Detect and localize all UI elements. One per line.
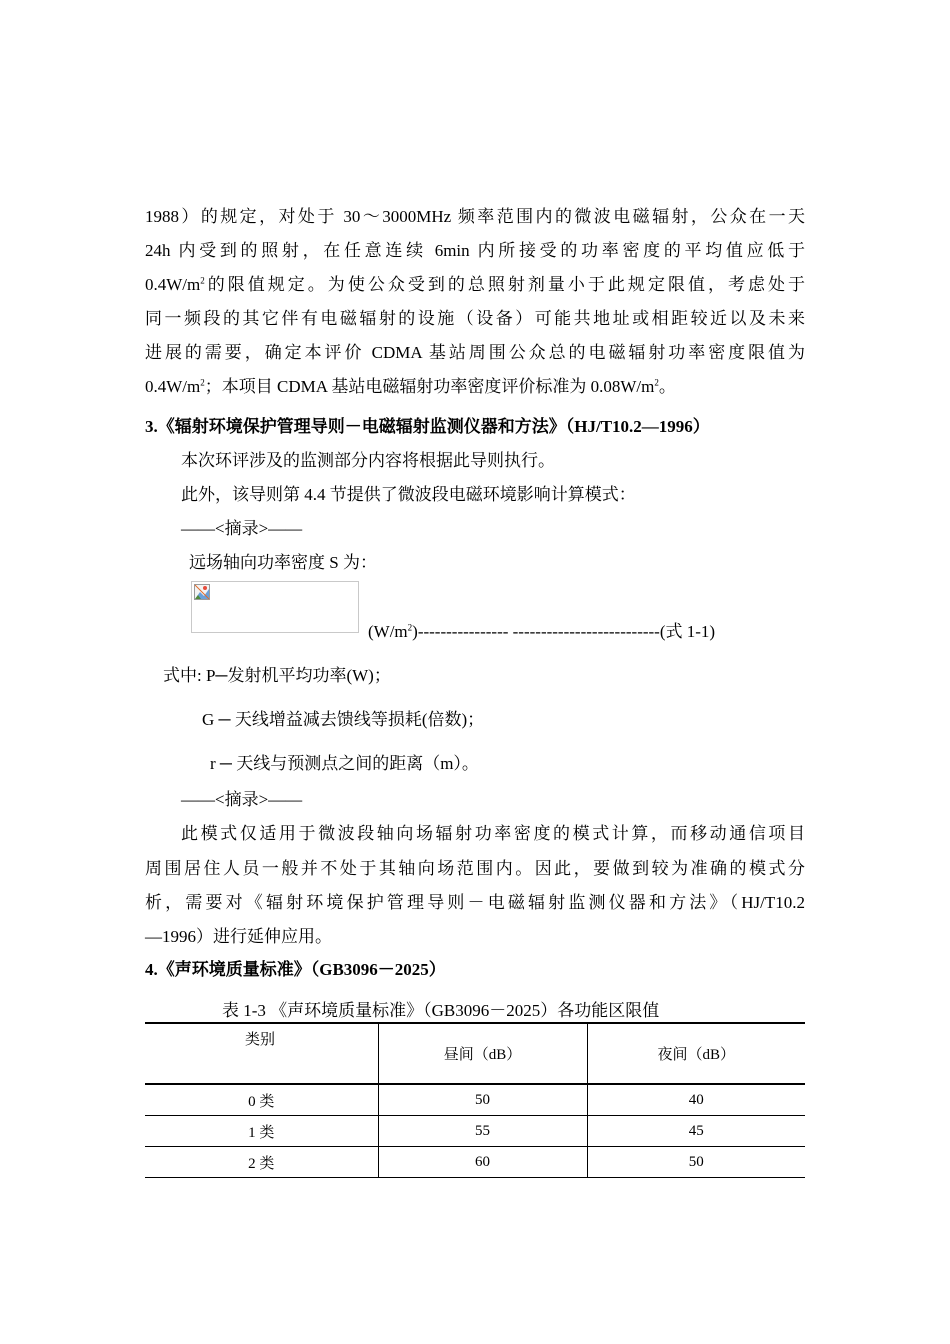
broken-image-icon [194,584,210,600]
paragraph-line: 此模式仅适用于微波段轴向场辐射功率密度的模式计算，而移动通信项目 [181,824,805,843]
table-caption: 表 1-3 《声环境质量标准》（GB3096－2025）各功能区限值 [222,1001,660,1020]
body-text: 本次环评涉及的监测部分内容将根据此导则执行。 [181,451,555,470]
section-4-heading: 4.《声环境质量标准》（GB3096－2025） [145,960,446,979]
paragraph-line: 析，需要对《辐射环境保护管理导则－电磁辐射监测仪器和方法》（HJ/T10.2 [145,893,805,912]
excerpt-marker-close: ——<摘录>—— [181,790,303,809]
formula-intro: 远场轴向功率密度 S 为： [189,553,377,572]
paragraph-line: 周围居住人员一般并不处于其轴向场范围内。因此，要做到较为准确的模式分 [145,859,805,878]
text-run: )---------------- --------------------------(式 1-1) [412,622,716,641]
cell-category: 0 类 [248,1093,275,1110]
superscript: 2 [200,377,205,388]
paragraph-line: 1988）的规定，对处于 30～3000MHz 频率范围内的微波电磁辐射，公众在一天 [145,207,805,226]
cell-daytime: 55 [378,1116,587,1147]
table-row [145,1147,805,1178]
text-run: ；本项目 CDMA 基站电磁辐射功率密度评价标准为 0.08W/m [204,377,655,396]
cell-nighttime: 40 [587,1084,805,1116]
paragraph-line: 24h 内受到的照射，在任意连续 6min 内所接受的功率密度的平均值应低于 [145,241,805,260]
paragraph-line: 同一频段的其它伴有电磁辐射的设施（设备）可能共地址或相距较近以及未来 [145,309,805,328]
header-daytime: 昼间（dB） [378,1023,587,1084]
superscript: 2 [200,275,205,286]
cell-category: 1 类 [248,1124,275,1141]
header-nighttime: 夜间（dB） [587,1023,805,1084]
paragraph-line: —1996）进行延伸应用。 [145,927,332,946]
paragraph-line [145,268,805,302]
paragraph-line: 进展的需要，确定本评价 CDMA 基站周围公众总的电磁辐射功率密度限值为 [145,343,805,362]
cell-category: 2 类 [248,1155,275,1172]
where-p: 式中: P─发射机平均功率(W)； [163,666,391,685]
superscript: 2 [407,622,413,633]
noise-limits-table [145,1022,805,1178]
where-g: G ─ 天线增益减去馈线等损耗(倍数)； [202,710,485,729]
formula-image [191,581,359,633]
excerpt-marker-open: ——<摘录>—— [181,519,303,538]
text-run: 。 [658,377,676,396]
table-row [145,1084,805,1116]
formula-unit-and-number [368,617,715,642]
cell-nighttime: 50 [587,1147,805,1178]
header-category: 类别 [245,1032,276,1048]
table-row [145,1116,805,1147]
text-run: 0.4W/m [145,377,201,396]
superscript: 2 [654,377,659,388]
body-text: 此外，该导则第 4.4 节提供了微波段电磁环境影响计算模式： [181,485,636,504]
cell-nighttime: 45 [587,1116,805,1147]
text-run: 0.4W/m [145,275,201,294]
where-r: r ─ 天线与预测点之间的距离（m）。 [210,754,479,773]
cell-daytime: 50 [378,1084,587,1116]
cell-daytime: 60 [378,1147,587,1178]
text-run: (W/m [368,622,408,641]
text-run: 的限值规定。为使公众受到的总照射剂量小于此规定限值，考虑处于 [204,275,805,294]
paragraph-line [145,370,805,404]
table-header-row [145,1023,805,1084]
section-3-heading: 3.《辐射环境保护管理导则－电磁辐射监测仪器和方法》（HJ/T10.2—1996） [145,417,710,436]
